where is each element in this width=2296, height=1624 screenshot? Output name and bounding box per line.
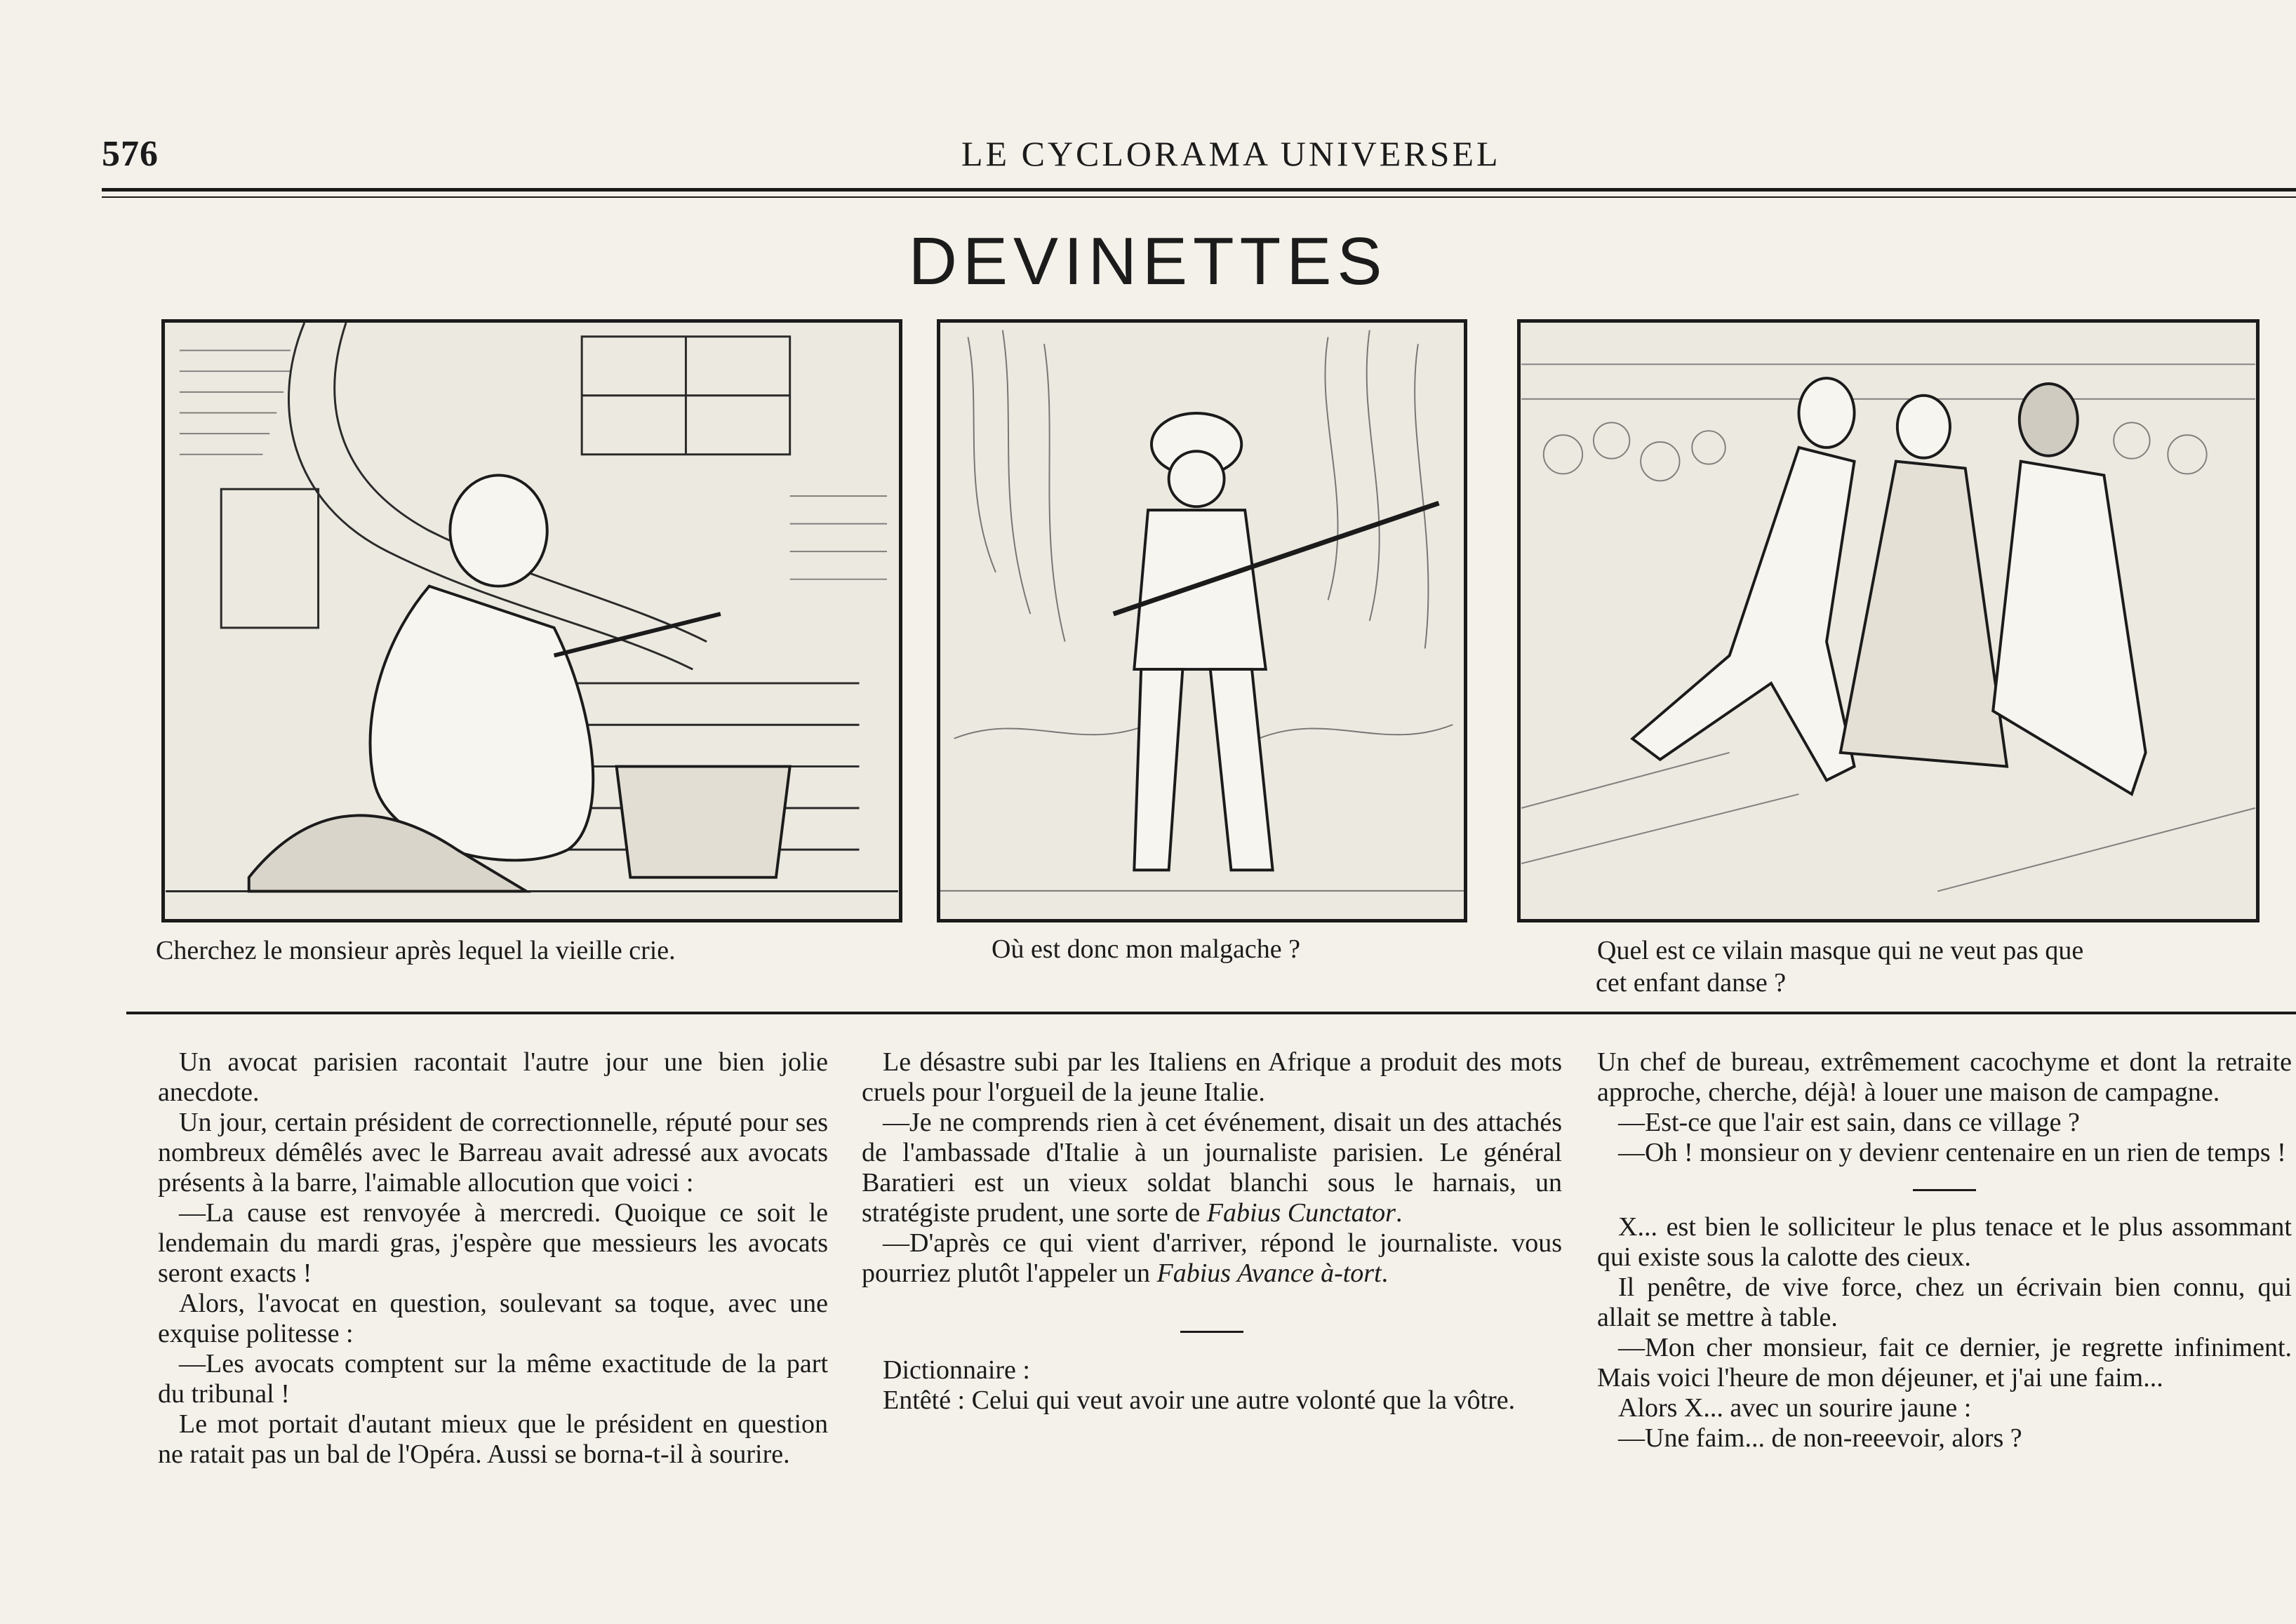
text-run: .: [1381, 1259, 1389, 1288]
paragraph: Un jour, certain président de correctionnelle, réputé pour ses nombreux démêlés avec le Barreau avait adressé aux avocats présents à la barre, l'aimable allocution que voici :: [158, 1108, 828, 1197]
text-run: —D'après ce qui vient d'arriver, répond le journaliste. vous pourriez plutôt l'appeler un: [862, 1228, 1562, 1288]
header-rule: [102, 188, 2296, 192]
paragraph: Alors, l'avocat en question, soulevant sa toque, avec une exquise politesse :: [158, 1289, 828, 1348]
italic-name: Fabius Avance à-tort: [1156, 1259, 1382, 1288]
paragraph: Le désastre subi par les Italiens en Afrique a produit des mots cruels pour l'orgueil de la jeune Italie.: [862, 1047, 1562, 1107]
caption-panel-2: Où est donc mon malgache ?: [992, 934, 1301, 964]
illustration-soldier: [937, 319, 1467, 922]
paragraph: —Une faim... de non-reeevoir, alors ?: [1618, 1423, 2022, 1453]
paragraph: X... est bien le solliciteur le plus tenace et le plus assommant qui existe sous la calotte des cieux.: [1597, 1212, 2292, 1272]
paragraph: —Oh ! monsieur on y devienr centenaire en un rien de temps !: [1618, 1138, 2286, 1167]
paragraph: [862, 1108, 1562, 1228]
text-run: .: [1395, 1198, 1403, 1228]
italic-name: Fabius Cunctator: [1206, 1198, 1396, 1228]
dictionary-entry: Entêté : Celui qui veut avoir une autre volonté que la vôtre.: [883, 1385, 1516, 1415]
paragraph: —Mon cher monsieur, fait ce dernier, je regrette infiniment. Mais voici l'heure de mon déjeuner, et j'ai une faim...: [1597, 1333, 2292, 1393]
page-number: 576: [102, 134, 159, 174]
paragraph: Le mot portait d'autant mieux que le président en question ne ratait pas un bal de l'Opéra. Aussi se borna-t-il à sourire.: [158, 1409, 828, 1469]
page-title: DEVINETTES: [908, 224, 1388, 299]
paragraph: Un chef de bureau, extrêmement cacochyme et dont la retraite approche, cherche, déjà! à louer une maison de campagne.: [1597, 1047, 2292, 1107]
caption-panel-3-line-2: cet enfant danse ?: [1596, 968, 1787, 998]
paragraph: [862, 1228, 1562, 1289]
illustration-old-woman: [161, 319, 902, 922]
paragraph: —La cause est renvoyée à mercredi. Quoique ce soit le lendemain du mardi gras, j'espère que messieurs les avocats seront exacts !: [158, 1198, 828, 1288]
section-rule: [126, 1012, 2296, 1014]
old-woman-engraving-icon: [165, 323, 899, 919]
column-right: [1597, 1047, 2292, 1454]
paragraph: Il penêtre, de vive force, chez un écrivain bien connu, qui allait se mettre à table.: [1597, 1273, 2292, 1332]
illustration-dancers: [1517, 319, 2260, 922]
paragraph: Alors X... avec un sourire jaune :: [1618, 1393, 1972, 1423]
paragraph: Un avocat parisien racontait l'autre jour une bien jolie anecdote.: [158, 1047, 828, 1107]
paragraph: —Est-ce que l'air est sain, dans ce village ?: [1618, 1108, 2080, 1137]
text-run: —Je ne comprends rien à cet événement, disait un des attachés de l'ambassade d'Italie à un journaliste parisien. Le général Baratieri est un vieux soldat blanchi sous le harnais, un stratégiste prudent, une sorte de: [862, 1108, 1562, 1228]
header-rule-thin: [102, 196, 2296, 198]
paragraph: —Les avocats comptent sur la même exactitude de la part du tribunal !: [158, 1349, 828, 1409]
running-title: LE CYCLORAMA UNIVERSEL: [961, 134, 1501, 173]
caption-panel-3-line-1: Quel est ce vilain masque qui ne veut pas que: [1597, 936, 2084, 965]
separator: [1913, 1189, 1976, 1191]
dancers-engraving-icon: [1521, 323, 2256, 919]
column-left: [158, 1047, 828, 1470]
separator: [1180, 1331, 1243, 1333]
dictionary-heading: Dictionnaire :: [883, 1355, 1030, 1385]
soldier-engraving-icon: [940, 323, 1464, 919]
caption-panel-1: Cherchez le monsieur après lequel la vieille crie.: [156, 936, 676, 965]
caption-panel-3: [1597, 934, 2292, 999]
column-middle: [862, 1047, 1562, 1416]
